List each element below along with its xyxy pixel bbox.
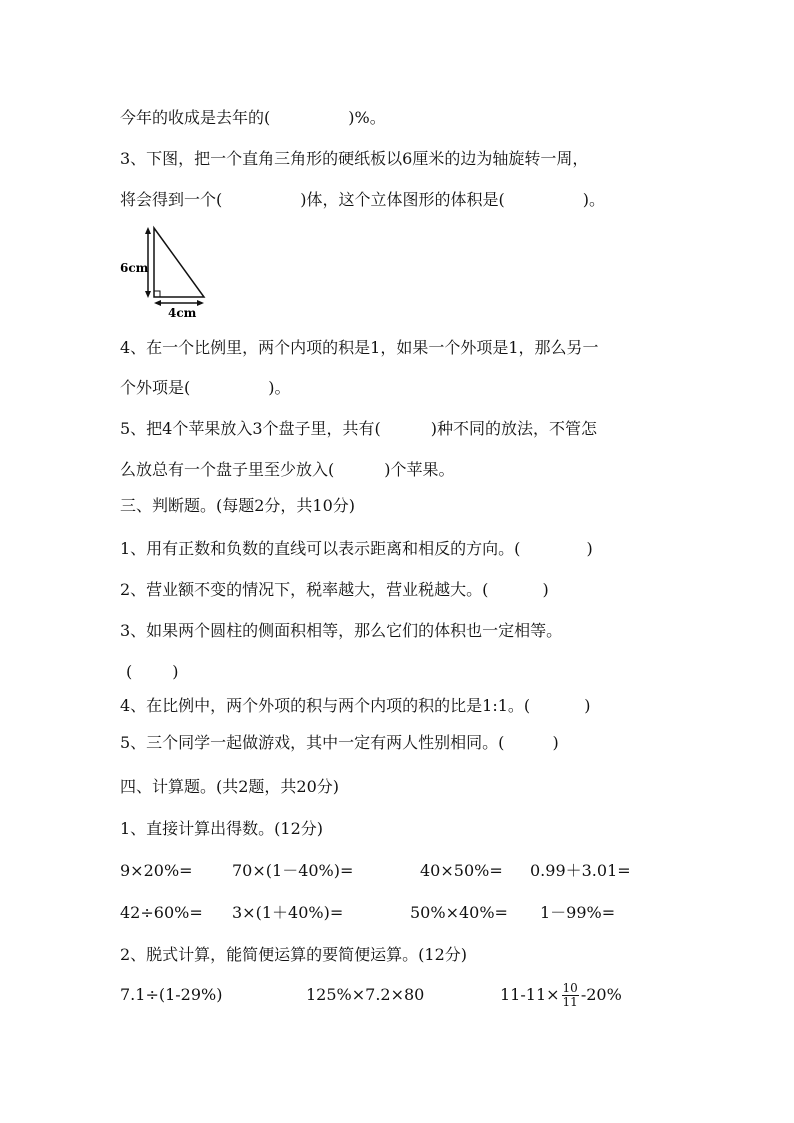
calc-item: 50%×40%= [410,903,508,922]
question-3-line-2 [120,190,605,210]
calc-item: 42÷60%= [120,903,203,922]
judge-text: ) [172,662,179,681]
judge-text: 5、三个同学一起做游戏，其中一定有两人性别相同。( [120,733,505,752]
height-arrow-top [145,227,151,234]
triangle-shape [154,228,204,297]
judge-text: 3、如果两个圆柱的侧面积相等，那么它们的体积也一定相等。 [120,621,563,640]
judge-text: 1、用有正数和负数的直线可以表示距离和相反的方向。( [120,539,521,558]
question-text: 将会得到一个( [120,190,223,209]
question-text: )。 [582,190,605,209]
calc-item: 40×50%= [420,861,503,880]
question-5-line-2 [120,460,455,480]
height-arrow-bottom [145,291,151,298]
expression-3 [500,976,622,1014]
judge-text: ) [586,539,593,558]
question-text: )个苹果。 [384,460,455,479]
expression-text: -20% [580,985,622,1004]
judge-item [120,580,549,600]
expression-1: 7.1÷(1-29%) [120,985,223,1004]
question-text: )体，这个立体图形的体积是( [300,190,505,209]
question-text: 5、把4个苹果放入3个盘子里，共有( [120,419,381,438]
base-arrow-right [197,300,204,306]
fraction-numerator: 10 [562,981,578,995]
question-4-line-1: 4、在一个比例里，两个内项的积是1，如果一个外项是1，那么另一 [120,338,599,357]
judge-item-answer [126,662,179,682]
question-line [120,108,386,128]
judge-item [120,733,559,753]
base-label: 4cm [168,306,197,320]
calc-q1-title: 1、直接计算出得数。(12分) [120,819,324,838]
question-text: )%。 [348,108,386,127]
question-3-line-1: 3、下图，把一个直角三角形的硬纸板以6厘米的边为轴旋转一周， [120,149,589,168]
judge-text: ( [126,662,133,681]
calc-item: 9×20%= [120,861,193,880]
judge-item [120,696,590,716]
right-triangle-figure [118,222,218,322]
question-5-line-1 [120,419,597,439]
judge-text: 4、在比例中，两个外项的积与两个内项的积的比是1:1。( [120,696,531,715]
calc-q2-title: 2、脱式计算，能简便运算的要简便运算。(12分) [120,945,468,964]
calc-item: 1－99%= [540,903,616,922]
judge-text: ) [584,696,591,715]
question-text: 么放总有一个盘子里至少放入( [120,460,335,479]
calc-item: 70×(1－40%)= [232,861,354,880]
judge-text: 2、营业额不变的情况下，税率越大，营业税越大。( [120,580,489,599]
question-4-line-2 [120,378,291,398]
question-text: 个外项是( [120,378,191,397]
judge-item [120,621,562,641]
calc-item: 3×(1＋40%)= [232,903,344,922]
question-text: )种不同的放法，不管怎 [430,419,598,438]
section-3-title: 三、判断题。(每题2分，共10分) [120,496,356,515]
fraction [562,982,579,1009]
section-4-title: 四、计算题。(共2题，共20分) [120,777,340,796]
question-text: )。 [268,378,291,397]
judge-text: ) [542,580,549,599]
expression-text: 11-11× [500,985,560,1004]
expression-2: 125%×7.2×80 [306,985,425,1004]
judge-text: ) [552,733,559,752]
height-label: 6cm [120,261,149,275]
right-angle-mark [154,291,160,297]
judge-item [120,539,593,559]
fraction-denominator: 11 [562,995,578,1009]
question-text: 今年的收成是去年的( [120,108,271,127]
calc-item: 0.99＋3.01= [530,861,631,880]
base-arrow-left [154,300,161,306]
